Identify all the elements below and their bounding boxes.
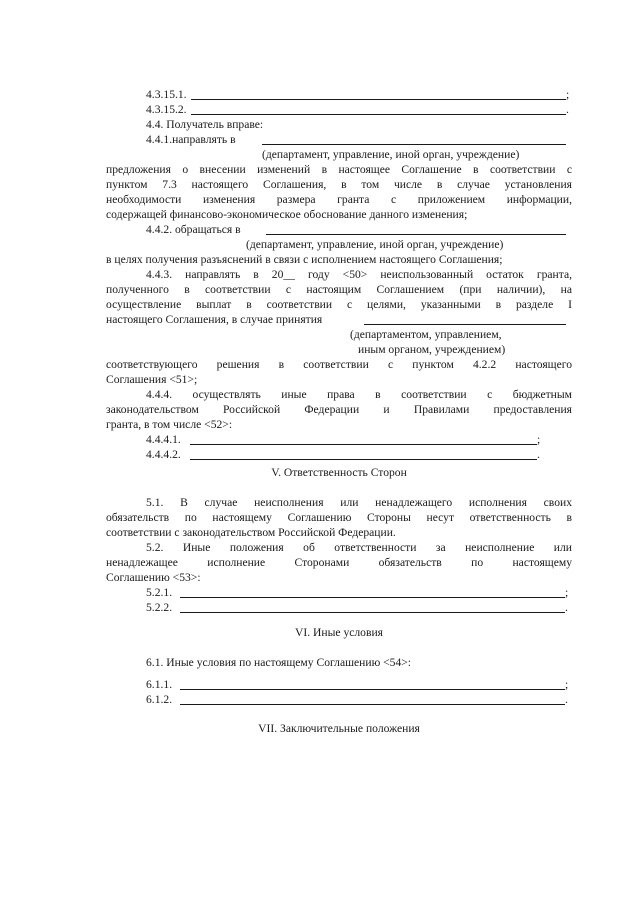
- punct: .: [566, 103, 569, 116]
- paragraph-line: гранта, в том числе <52>:: [106, 418, 233, 431]
- caption: (департаментом, управлением,: [350, 328, 502, 341]
- paragraph-line: полученного в соответствии с настоящим Соглашением (при наличии), на: [106, 283, 572, 296]
- blank-line: [180, 597, 565, 598]
- paragraph-line: настоящего Соглашения, в случае принятия: [106, 313, 323, 326]
- paragraph-line: необходимости изменения размера гранта с приложением информации,: [106, 193, 572, 206]
- blank-line: [180, 612, 565, 613]
- paragraph-line: в целях получения разъяснений в связи с исполнением настоящего Соглашения;: [106, 253, 503, 266]
- blank-line: [191, 114, 566, 115]
- item-4-3-15-2: 4.3.15.2.: [146, 103, 187, 116]
- blank-line: [262, 144, 566, 145]
- section-title: V. Ответственность Сторон: [271, 466, 407, 479]
- caption: (департамент, управление, иной орган, учреждение): [262, 148, 520, 161]
- blank-line: [190, 444, 537, 445]
- item-4-4-1: 4.4.1.направлять в: [146, 133, 236, 146]
- paragraph-line: соответствии с законодательством Российской Федерации.: [106, 526, 396, 539]
- item-4-4-3: 4.4.3. направлять в 20__ году <50> неиспользованный остаток гранта,: [146, 268, 572, 281]
- paragraph-line: Соглашения <51>;: [106, 373, 198, 386]
- paragraph-line: предложения о внесении изменений в настоящее Соглашение в соответствии с: [106, 163, 572, 176]
- punct: .: [537, 448, 540, 461]
- paragraph-line: соответствующего решения в соответствии с пунктом 4.2.2 настоящего: [106, 358, 572, 371]
- paragraph-line: пунктом 7.3 настоящего Соглашения, в том числе в случае установления: [106, 178, 572, 191]
- item-4-4-4-2: 4.4.4.2.: [146, 448, 181, 461]
- blank-line: [180, 704, 565, 705]
- item-5-1: 5.1. В случае неисполнения или ненадлежащего исполнения своих: [146, 496, 572, 509]
- punct: ;: [566, 88, 570, 101]
- item-4-4-2: 4.4.2. обращаться в: [146, 223, 241, 236]
- item-5-2: 5.2. Иные положения об ответственности за неисполнение или: [146, 541, 572, 554]
- punct: ;: [565, 678, 569, 691]
- item-5-2-1: 5.2.1.: [146, 586, 173, 599]
- paragraph-line: содержащей финансово-экономическое обоснование данного изменения;: [106, 208, 468, 221]
- paragraph-line: Соглашению <53>:: [106, 571, 201, 584]
- item-4-4-4-1: 4.4.4.1.: [146, 433, 181, 446]
- punct: .: [565, 693, 568, 706]
- blank-line: [190, 459, 537, 460]
- item-5-2-2: 5.2.2.: [146, 601, 173, 614]
- paragraph-line: обязательств по настоящему Соглашению Стороны несут ответственность в: [106, 511, 572, 524]
- punct: .: [565, 601, 568, 614]
- item-4-3-15-1: 4.3.15.1.: [146, 88, 187, 101]
- item-6-1-1: 6.1.1.: [146, 678, 173, 691]
- paragraph-line: ненадлежащее исполнение Сторонами обязательств по настоящему: [106, 556, 572, 569]
- blank-line: [266, 234, 566, 235]
- punct: ;: [565, 586, 569, 599]
- item-4-4-4: 4.4.4. осуществлять иные права в соответствии с бюджетным: [146, 388, 572, 401]
- section-title: VI. Иные условия: [295, 626, 383, 639]
- caption: (департамент, управление, иной орган, учреждение): [246, 238, 504, 251]
- section-title: VII. Заключительные положения: [258, 722, 420, 735]
- blank-line: [191, 99, 566, 100]
- item-6-1-2: 6.1.2.: [146, 693, 173, 706]
- caption: иным органом, учреждением): [358, 343, 506, 356]
- item-4-4: 4.4. Получатель вправе:: [146, 118, 264, 131]
- paragraph-line: законодательством Российской Федерации и Правилами предоставления: [106, 403, 572, 416]
- item-6-1: 6.1. Иные условия по настоящему Соглашению <54>:: [146, 656, 412, 669]
- punct: ;: [537, 433, 541, 446]
- blank-line: [180, 689, 565, 690]
- blank-line: [364, 324, 566, 325]
- paragraph-line: осуществление выплат в соответствии с целями, указанными в разделе I: [106, 298, 572, 311]
